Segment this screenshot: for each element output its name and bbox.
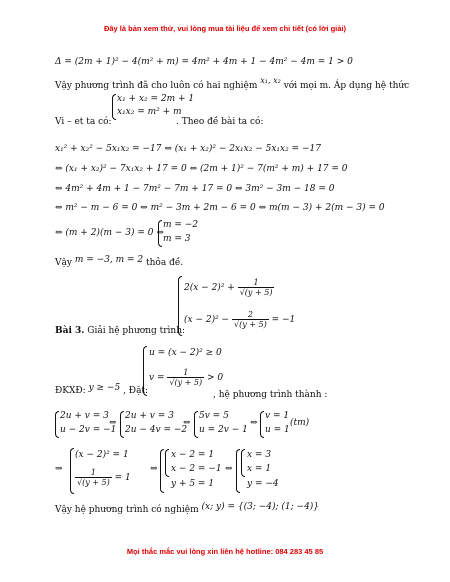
step-2b: 2u − 4v = −2 (125, 425, 188, 435)
system-eq-2 (184, 310, 295, 329)
transform-text: , hệ phương trình thành : (213, 390, 328, 400)
numerator: 1 (167, 368, 204, 378)
equation-line-3: ⇔ 4m² + 4m + 1 − 7m² − 7m + 17 = 0 ⇔ 3m² − 3m − 18 = 0 (55, 184, 335, 194)
text: Vậy phương trình đã cho luôn có hai nghiệm (55, 81, 258, 91)
result-2a: x − 2 = 1 (171, 450, 215, 460)
step-4-brace (260, 411, 264, 438)
iff-1: ⇔ (109, 418, 117, 428)
result-2c: y + 5 = 1 (171, 479, 215, 489)
result-3c: y = −4 (247, 479, 279, 489)
text: (x − 2)² − (184, 315, 230, 325)
iff-5: ⇔ (225, 464, 233, 474)
final-answer (55, 502, 320, 516)
conclusion-line-2 (55, 255, 184, 269)
result-1b (75, 468, 131, 487)
step-4b: u = 1 (265, 425, 290, 435)
equation-line-4: ⇔ m² − m − 6 = 0 ⇔ m² − 3m + 2m − 6 = 0 ⇔ m(m − 3) + 2(m − 3) = 0 (55, 203, 385, 213)
delta-line: Δ = (2m + 1)² − 4(m² + m) = 4m² + 4m + 1 − 4m² − 4m = 1 > 0 (55, 57, 353, 67)
step-2a: 2u + v = 3 (125, 411, 174, 421)
denominator: √(y + 5) (77, 478, 110, 487)
text: > 0 (207, 373, 224, 383)
vieta-eq-1: x₁ + x₂ = 2m + 1 (117, 94, 195, 104)
substitution-v (149, 368, 223, 387)
step-4a: v = 1 (265, 411, 290, 421)
result-2-inner-brace (165, 449, 169, 477)
equation-line-5: ⇔ (m + 2)(m − 3) = 0 ⇔ (55, 228, 164, 238)
result-3a: x = 3 (247, 450, 272, 460)
text: = −1 (271, 315, 296, 325)
condition-line (55, 383, 149, 397)
implies-arrow: ⇒ (55, 464, 63, 474)
equation-line-2: ⇔ (x₁ + x₂)² − 7x₁x₂ + 17 = 0 ⇔ (2m + 1)² − 7(m² + m) + 17 = 0 (55, 164, 348, 174)
step-3a: 5v = 5 (199, 411, 229, 421)
dkxd-condition: y ≥ −5 (88, 383, 121, 393)
result-2b: x − 2 = −1 (171, 464, 222, 474)
numerator: 2 (232, 310, 269, 320)
vieta-eq-2: x₁x₂ = m² + m (117, 107, 182, 117)
text: Vậy hệ phương trình có nghiệm (55, 505, 199, 515)
equation-line-1: x₁² + x₂² − 5x₁x₂ = −17 ⇔ (x₁ + x₂)² − 2x₁x₂ − 5x₁x₂ = −17 (55, 144, 321, 154)
vieta-brace (112, 94, 116, 120)
solution-1: m = −2 (163, 220, 199, 230)
denominator: √(y + 5) (239, 288, 273, 297)
text: với mọi m. Áp dụng hệ thức (283, 81, 410, 91)
problem-text: Giải hệ phương trình: (87, 326, 186, 336)
conclusion-line-1 (55, 76, 410, 92)
vieta-tail: . Theo đề bài ta có: (176, 117, 264, 127)
numerator: 1 (238, 278, 275, 288)
bottom-banner: Mọi thắc mắc vui lòng xin liên hệ hotline: 084 283 45 85 (126, 547, 324, 556)
top-banner: Đây là bản xem thử, vui lòng mua tài liệu để xem chi tiết (có lời giải) (103, 24, 347, 33)
numerator: 1 (75, 468, 112, 478)
result-3-inner-brace (241, 449, 245, 477)
text: = 1 (114, 473, 131, 483)
text: v = (149, 373, 165, 383)
fraction (232, 310, 269, 329)
denominator: √(y + 5) (169, 378, 203, 387)
fraction (167, 368, 204, 387)
step-4-tm: (tm) (290, 418, 310, 428)
result-2-brace (160, 449, 164, 493)
result-3b: x = 1 (247, 464, 272, 474)
result-1a: (x − 2)² = 1 (75, 450, 129, 460)
text: thỏa đề. (146, 258, 184, 268)
iff-4: ⇔ (150, 464, 158, 474)
result-1-brace (70, 448, 74, 494)
text: 2(x − 2)² + (184, 283, 235, 293)
result-3-brace (236, 449, 240, 493)
fraction (238, 278, 275, 297)
dat-label: , Đặt: (123, 386, 149, 396)
roots-label: x₁, x₂ (260, 76, 281, 85)
problem-3-heading (55, 326, 185, 337)
system-eq-1 (184, 278, 274, 297)
iff-3: ⇔ (250, 418, 258, 428)
denominator: √(y + 5) (233, 320, 267, 329)
step-1-brace (55, 411, 59, 438)
step-1b: u − 2v = −1 (60, 425, 117, 435)
fraction (75, 468, 112, 487)
step-3-brace (194, 411, 198, 438)
solution-2: m = 3 (163, 234, 191, 244)
solution-set: (x; y) = {(3; −4); (1; −4)} (201, 502, 320, 512)
vieta-label: Vi – et ta có: (55, 117, 112, 127)
substitution-u: u = (x − 2)² ≥ 0 (149, 348, 222, 358)
m-values: m = −3, m = 2 (74, 255, 144, 265)
step-1a: 2u + v = 3 (60, 411, 109, 421)
text: Vậy (55, 258, 72, 268)
problem-label: Bài 3. (55, 326, 85, 336)
step-2-brace (120, 411, 124, 438)
step-3b: u = 2v − 1 (199, 425, 248, 435)
iff-2: ⇔ (183, 418, 191, 428)
dkxd-label: ĐKXĐ: (55, 386, 86, 396)
solution-brace (158, 220, 162, 247)
